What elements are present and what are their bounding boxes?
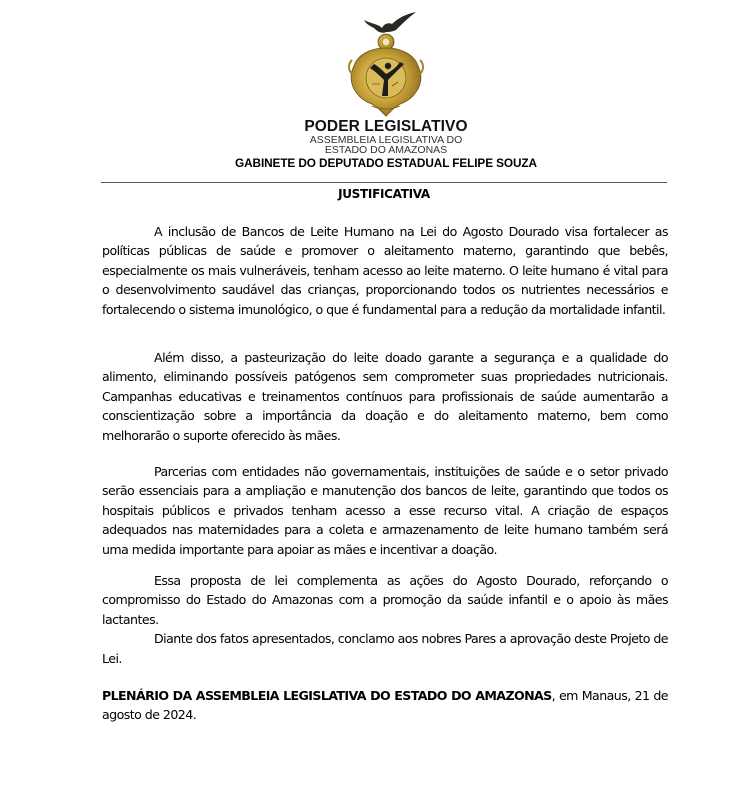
paragraph-3 <box>102 462 668 559</box>
closing-location-bold: PLENÁRIO DA ASSEMBLEIA LEGISLATIVA DO ESTADO DO AMAZONAS <box>102 688 552 703</box>
paragraph-2 <box>102 348 668 445</box>
closing-paragraph <box>102 686 668 725</box>
org-subtitle-line1: ASSEMBLEIA LEGISLATIVA DO <box>309 134 463 146</box>
paragraph-text: Além disso, a pasteurização do leite doado garante a segurança e a qualidade do alimento, eliminando possíveis patógenos sem comprometer suas propriedades nutricionais. Campanhas educativas e treinamentos contínuos para profissionais de saúde aumentarão a conscientização sobre a importância da doação e do aleitamento materno, bem como melhorarão o suporte oferecido às mães. <box>102 350 668 443</box>
eagle-shape <box>364 12 416 33</box>
org-subtitle-line2: ESTADO DO AMAZONAS <box>324 144 448 156</box>
paragraph-text: Diante dos fatos apresentados, conclamo aos nobres Pares a aprovação deste Projeto de Lei. <box>102 631 668 666</box>
paragraph-1 <box>102 222 668 319</box>
closing-statement <box>102 686 668 725</box>
paragraph-text: Parcerias com entidades não governamentais, instituições de saúde e o setor privado serão essenciais para a ampliação e manutenção dos bancos de leite, garantindo que todos os hospitais públicos e privados tenham acesso a esse recurso vital. A criação de espaços adequados nas maternidades para a coleta e armazenamento de leite humano também será uma medida importante para apoiar as mães e incentivar a doação. <box>102 464 668 557</box>
org-title: PODER LEGISLATIVO <box>304 118 468 135</box>
office-name: GABINETE DO DEPUTADO ESTADUAL FELIPE SOUZA <box>235 156 537 170</box>
document-heading: JUSTIFICATIVA <box>338 187 430 201</box>
paragraph-4-5 <box>102 571 668 668</box>
header-divider <box>101 182 667 183</box>
paragraph-text: Essa proposta de lei complementa as ações do Agosto Dourado, reforçando o compromisso do Estado do Amazonas com a promoção da saúde infantil e o apoio às mães lactantes. <box>102 573 668 627</box>
paragraph-text: A inclusão de Bancos de Leite Humano na Lei do Agosto Dourado visa fortalecer as políticas públicas de saúde e promover o aleitamento materno, garantindo que bebês, especialmente os mais vulneráveis, tenham acesso ao leite materno. O leite humano é vital para o desenvolvimento saudável das crianças, proporcionando todos os nutrientes necessários e fortalecendo o sistema imunológico, o que é fundamental para a redução da mortalidade infantil. <box>102 224 668 317</box>
closing-date: , em Manaus, 21 de agosto de 2024. <box>102 688 668 723</box>
amazonas-coat-of-arms-icon <box>342 10 430 118</box>
